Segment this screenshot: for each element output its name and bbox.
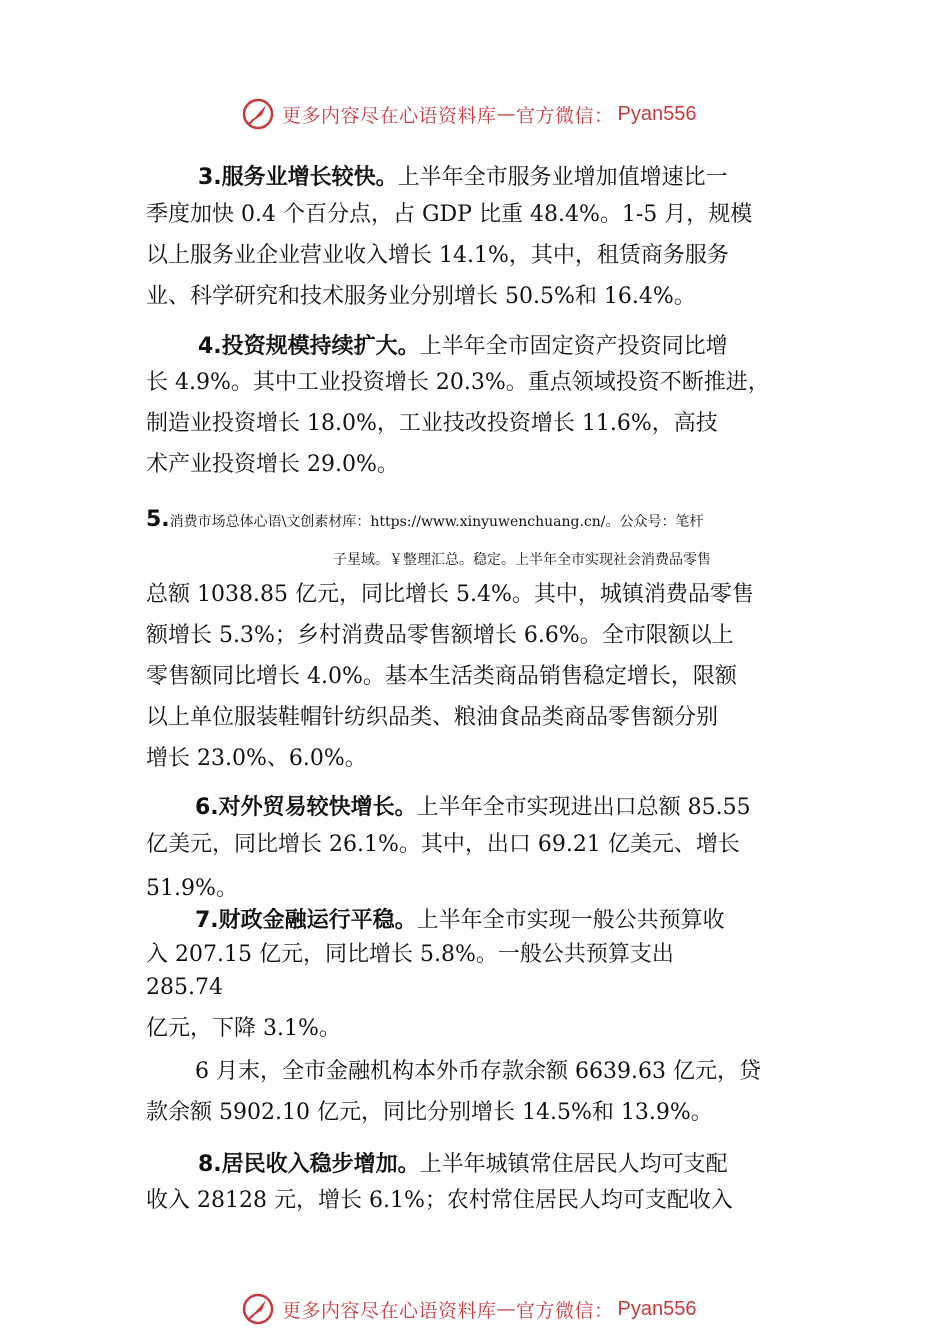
p4-text-1: 上半年全市固定资产投资同比增 bbox=[419, 334, 728, 359]
quill-logo-icon bbox=[240, 1292, 276, 1326]
banner-text: 更多内容尽在心语资料库 bbox=[282, 1299, 497, 1322]
p4-line-2: 长 4.9%。其中工业投资增长 20.3%。重点领域投资不断推进， bbox=[146, 370, 770, 395]
p6-text-1: 上半年全市实现进出口总额 85.55 bbox=[416, 795, 751, 820]
p7b-line-1: 6 月末，全市金融机构本外币存款余额 6639.63 亿元，贷 bbox=[195, 1059, 761, 1084]
p8-line-2: 收入 28128 元，增长 6.1%；农村常住居民人均可支配收入 bbox=[146, 1188, 733, 1213]
p5-line-6: 以上单位服装鞋帽针纺织品类、粮油食品类商品零售额分别 bbox=[146, 705, 719, 730]
p6-line-2: 亿美元，同比增长 26.1%。其中，出口 69.21 亿美元、增长 bbox=[146, 832, 740, 857]
p8-line-1 bbox=[198, 1150, 728, 1180]
p5-heading: 5. bbox=[146, 507, 170, 532]
banner-dash: — bbox=[496, 1298, 517, 1320]
p3-line-1 bbox=[198, 163, 728, 193]
p7-text-1: 上半年全市实现一般公共预算收 bbox=[416, 908, 725, 933]
banner-label: 官方微信： bbox=[516, 1299, 614, 1322]
p5-line-5: 零售额同比增长 4.0%。基本生活类商品销售稳定增长，限额 bbox=[146, 664, 737, 689]
p3-text-1: 上半年全市服务业增加值增速比一 bbox=[397, 165, 728, 190]
p6-line-3: 51.9%。 bbox=[146, 876, 238, 901]
p7-line-4: 亿元，下降 3.1%。 bbox=[146, 1016, 341, 1041]
p6-line-1 bbox=[195, 793, 751, 823]
p4-line-1 bbox=[198, 332, 728, 362]
p8-heading: 8.居民收入稳步增加。 bbox=[198, 1152, 420, 1177]
p4-line-4: 术产业投资增长 29.0%。 bbox=[146, 452, 399, 477]
banner-wechat-id: Pyan556 bbox=[617, 102, 697, 125]
footer-banner bbox=[240, 1292, 760, 1326]
p7-line-2: 入 207.15 亿元，同比增长 5.8%。一般公共预算支出 bbox=[146, 942, 674, 967]
p6-heading: 6.对外贸易较快增长。 bbox=[195, 795, 417, 820]
p3-line-4: 业、科学研究和技术服务业分别增长 50.5%和 16.4%。 bbox=[146, 284, 696, 309]
p5-line-2: 子星域。￥整理汇总。稳定。上半年全市实现社会消费品零售 bbox=[333, 552, 711, 568]
banner-wechat-id: Pyan556 bbox=[617, 1297, 697, 1320]
p7b-line-2: 款余额 5902.10 亿元，同比分别增长 14.5%和 13.9%。 bbox=[146, 1100, 713, 1125]
p7-heading: 7.财政金融运行平稳。 bbox=[195, 908, 417, 933]
p5-text-1: 消费市场总体心语\文创素材库：https://www.xinyuwenchuang.cn/。公众号：笔杆 bbox=[169, 514, 704, 530]
p8-text-1: 上半年城镇常住居民人均可支配 bbox=[419, 1152, 728, 1177]
p4-heading: 4.投资规模持续扩大。 bbox=[198, 334, 420, 359]
p5-line-7: 增长 23.0%、6.0%。 bbox=[146, 746, 367, 771]
banner-label: 官方微信： bbox=[516, 104, 614, 127]
banner-dash: — bbox=[496, 103, 517, 125]
p5-line-4: 额增长 5.3%；乡村消费品零售额增长 6.6%。全市限额以上 bbox=[146, 623, 734, 648]
quill-logo-icon bbox=[240, 97, 276, 131]
p3-line-2: 季度加快 0.4 个百分点，占 GDP 比重 48.4%。1-5 月，规模 bbox=[146, 202, 753, 227]
p7-line-1 bbox=[195, 906, 725, 936]
p3-line-3: 以上服务业企业营业收入增长 14.1%，其中，租赁商务服务 bbox=[146, 243, 729, 268]
p7-line-3: 285.74 bbox=[146, 975, 223, 1000]
p5-line-3: 总额 1038.85 亿元，同比增长 5.4%。其中，城镇消费品零售 bbox=[146, 582, 754, 607]
p5-line-1 bbox=[146, 505, 704, 537]
header-banner bbox=[240, 97, 760, 131]
p4-line-3: 制造业投资增长 18.0%，工业技改投资增长 11.6%，高技 bbox=[146, 411, 718, 436]
p3-heading: 3.服务业增长较快。 bbox=[198, 165, 398, 190]
banner-text: 更多内容尽在心语资料库 bbox=[282, 104, 497, 127]
